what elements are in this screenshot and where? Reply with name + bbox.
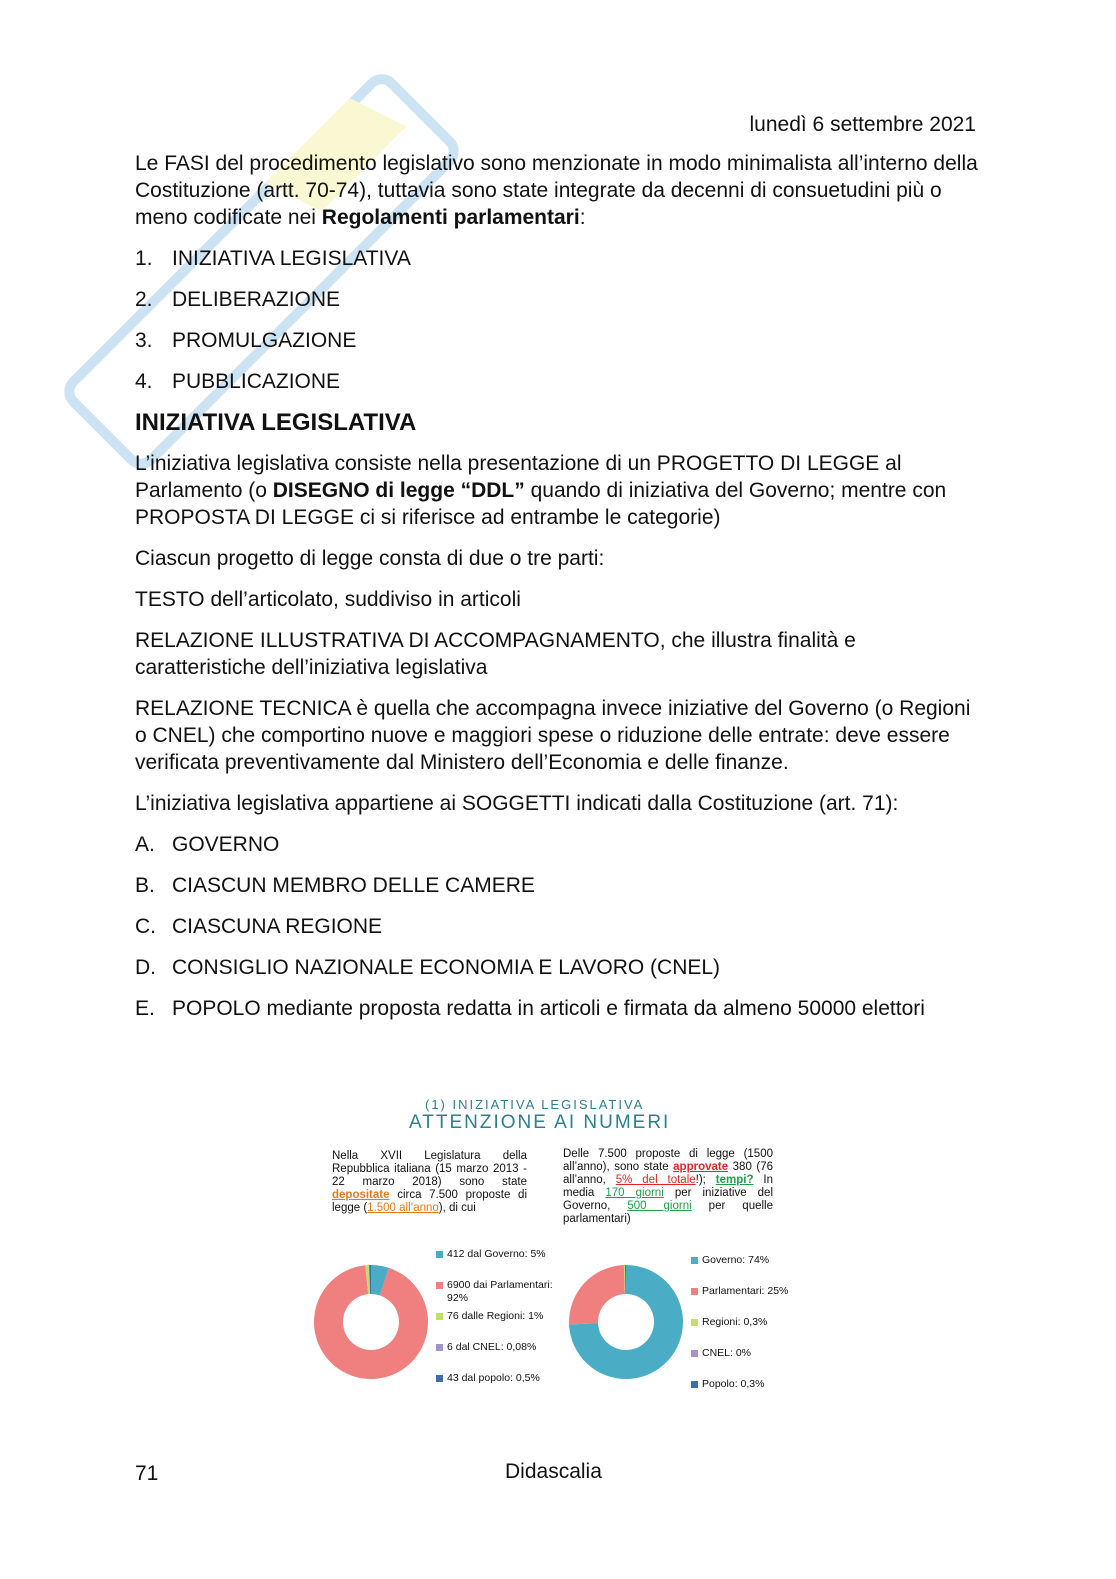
page-number: 71 [135, 1462, 159, 1485]
phases-list [135, 245, 980, 395]
soggetti-paragraph: L’iniziativa legislativa appartiene ai SOGGETTI indicati dalla Costituzione (art. 71): [135, 792, 899, 815]
legend-item: 43 dal popolo: 0,5% [436, 1372, 561, 1385]
slide-figure [312, 1098, 812, 1403]
legend-item: 412 dal Governo: 5% [436, 1248, 561, 1261]
list-item: 1. INIZIATIVA LEGISLATIVA [135, 247, 411, 270]
legend-swatch [436, 1375, 443, 1382]
list-item: B. CIASCUN MEMBRO DELLE CAMERE [135, 874, 535, 897]
definition-paragraph: L’iniziativa legislativa consiste nella presentazione di un PROGETTO DI LEGGE al Parlamento (o DISEGNO di legge “DDL” quando di iniziativa del Governo; mentre con PROPOSTA DI LEGGE ci si riferisce ad entrambe le categorie) [135, 452, 947, 529]
legend-swatch [691, 1288, 698, 1295]
document-body [135, 150, 980, 1036]
legend-swatch [436, 1282, 443, 1289]
list-item: 4. PUBBLICAZIONE [135, 370, 341, 393]
relazione-tecnica-paragraph: RELAZIONE TECNICA è quella che accompagna invece iniziative del Governo (o Regioni o CNEL) che comportino nuove e maggiori spese o riduzione delle entrate: deve essere verificata preventivamente dal Ministero dell’Economia e delle finanze. [135, 697, 971, 774]
legend-swatch [436, 1313, 443, 1320]
legend-swatch [691, 1350, 698, 1357]
legend-item: 6 dal CNEL: 0,08% [436, 1341, 561, 1354]
list-item: 2. DELIBERAZIONE [135, 288, 341, 311]
section-heading: INIZIATIVA LEGISLATIVA [135, 409, 417, 436]
legend-swatch [436, 1344, 443, 1351]
footer-caption: Didascalia [505, 1460, 602, 1483]
legend-item: 6900 dai Parlamentari: 92% [436, 1279, 561, 1305]
donut-chart-depositate [312, 1263, 430, 1381]
legend-swatch [691, 1257, 698, 1264]
document-date: lunedì 6 settembre 2021 [749, 113, 976, 136]
legend-item: Parlamentari: 25% [691, 1285, 809, 1298]
slide-title: ATTENZIONE AI NUMERI [409, 1112, 671, 1133]
legend-item: Popolo: 0,3% [691, 1378, 809, 1391]
list-item: D. CONSIGLIO NAZIONALE ECONOMIA E LAVORO (CNEL) [135, 956, 721, 979]
relazione-illustrativa-paragraph: RELAZIONE ILLUSTRATIVA DI ACCOMPAGNAMENTO, che illustra finalità e caratteristiche dell’iniziativa legislativa [135, 629, 856, 679]
legend-swatch [691, 1319, 698, 1326]
intro-paragraph: Le FASI del procedimento legislativo sono menzionate in modo minimalista all’interno della Costituzione (artt. 70-74), tuttavia sono state integrate da decenni di consuetudini più o meno codificate nei Regolamenti parlamentari: [135, 152, 978, 229]
legend-swatch [691, 1381, 698, 1388]
slide-left-text: Nella XVII Legislatura della Repubblica italiana (15 marzo 2013 - 22 marzo 2018) sono state depositate circa 7.500 proposte di legge (1.500 all’anno), di cui [332, 1150, 527, 1214]
slide-right-text: Delle 7.500 proposte di legge (1500 all’anno), sono state approvate 380 (76 all’anno, 5% del totale!); tempi? In media 170 giorni per iniziative del Governo, 500 giorni per quelle parlamentari) [563, 1148, 774, 1225]
testo-paragraph: TESTO dell’articolato, suddiviso in articoli [135, 588, 521, 611]
legend-swatch [436, 1251, 443, 1258]
donut-chart-approvate [567, 1263, 685, 1381]
subjects-list [135, 831, 980, 1022]
list-item: A. GOVERNO [135, 833, 280, 856]
legend-item: Regioni: 0,3% [691, 1316, 809, 1329]
slide-subtitle: (1) INIZIATIVA LEGISLATIVA [425, 1097, 645, 1112]
legend-item: CNEL: 0% [691, 1347, 809, 1360]
parts-intro-paragraph: Ciascun progetto di legge consta di due o tre parti: [135, 547, 605, 570]
list-item: E. POPOLO mediante proposta redatta in articoli e firmata da almeno 50000 elettori [135, 997, 925, 1020]
donut-slice [569, 1265, 625, 1324]
list-item: 3. PROMULGAZIONE [135, 329, 357, 352]
list-item: C. CIASCUNA REGIONE [135, 915, 383, 938]
legend-item: 76 dalle Regioni: 1% [436, 1310, 561, 1323]
legend-item: Governo: 74% [691, 1254, 809, 1267]
